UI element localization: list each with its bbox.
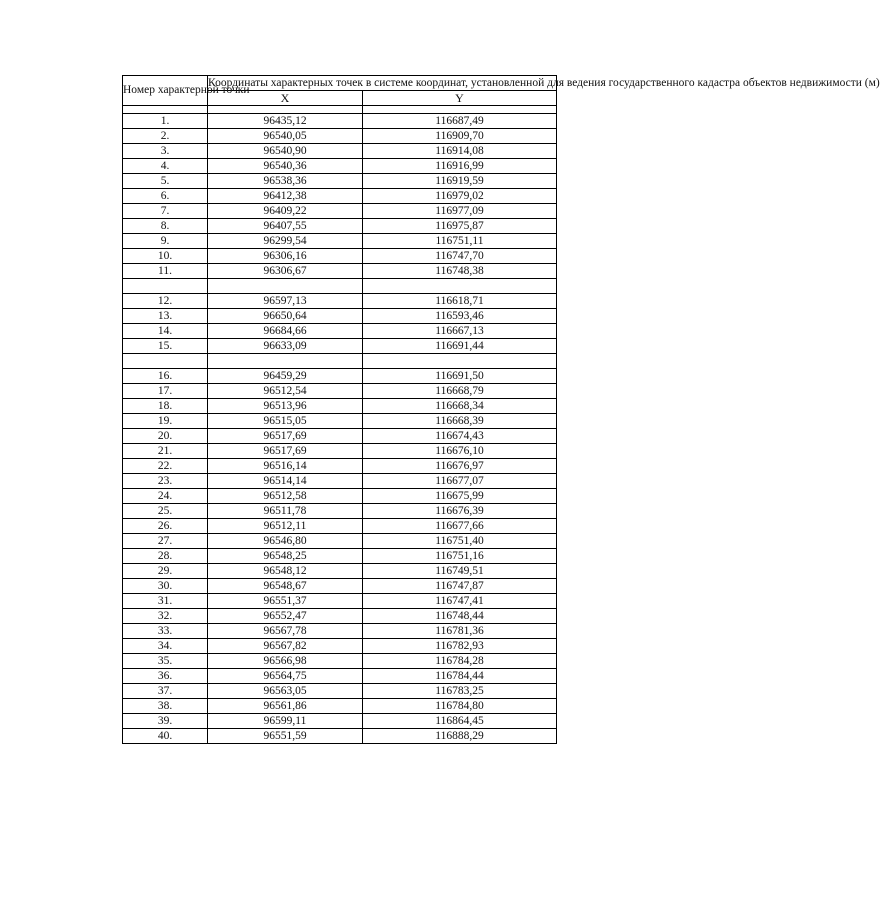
x-coordinate-cell: 96548,25 — [208, 549, 363, 564]
y-coordinate-cell: 116784,44 — [363, 669, 557, 684]
point-number-cell: 25. — [123, 504, 208, 519]
x-coordinate-cell: 96567,78 — [208, 624, 363, 639]
table-row — [123, 474, 557, 489]
x-coordinate-cell: 96566,98 — [208, 654, 363, 669]
y-coordinate-cell: 116676,97 — [363, 459, 557, 474]
x-coordinate-cell: 96299,54 — [208, 234, 363, 249]
y-coordinate-cell: 116749,51 — [363, 564, 557, 579]
point-number-cell: 13. — [123, 309, 208, 324]
table-row — [123, 669, 557, 684]
table-row — [123, 174, 557, 189]
y-coordinate-cell: 116668,34 — [363, 399, 557, 414]
point-number-cell: 11. — [123, 264, 208, 279]
y-coordinate-cell: 116747,87 — [363, 579, 557, 594]
y-coordinate-cell: 116888,29 — [363, 729, 557, 744]
point-number-cell: 33. — [123, 624, 208, 639]
y-coordinate-cell: 116687,49 — [363, 114, 557, 129]
point-number-cell: 3. — [123, 144, 208, 159]
x-coordinate-cell: 96551,59 — [208, 729, 363, 744]
x-coordinate-cell: 96512,11 — [208, 519, 363, 534]
table-row — [123, 519, 557, 534]
point-number-cell: 5. — [123, 174, 208, 189]
x-coordinate-cell: 96633,09 — [208, 339, 363, 354]
table-header — [123, 76, 880, 106]
y-coordinate-cell: 116668,79 — [363, 384, 557, 399]
x-coordinate-cell: 96412,38 — [208, 189, 363, 204]
table-row — [123, 129, 557, 144]
table-row — [123, 324, 557, 339]
table-row — [123, 534, 557, 549]
header-x: X — [208, 91, 363, 106]
y-coordinate-cell: 116864,45 — [363, 714, 557, 729]
y-coordinate-cell: 116979,02 — [363, 189, 557, 204]
table-row — [123, 384, 557, 399]
point-number-cell: 37. — [123, 684, 208, 699]
point-number-cell: 18. — [123, 399, 208, 414]
y-coordinate-cell: 116751,11 — [363, 234, 557, 249]
table-row — [123, 684, 557, 699]
x-coordinate-cell: 96409,22 — [208, 204, 363, 219]
point-number-cell: 8. — [123, 219, 208, 234]
point-number-cell: 10. — [123, 249, 208, 264]
table-row — [123, 189, 557, 204]
x-coordinate-cell: 96511,78 — [208, 504, 363, 519]
table-row — [123, 549, 557, 564]
point-number-cell: 40. — [123, 729, 208, 744]
point-number-cell: 4. — [123, 159, 208, 174]
y-coordinate-cell: 116677,66 — [363, 519, 557, 534]
y-coordinate-cell: 116747,70 — [363, 249, 557, 264]
table-row — [123, 594, 557, 609]
point-number-cell: 28. — [123, 549, 208, 564]
table-row — [123, 444, 557, 459]
point-number-cell: 36. — [123, 669, 208, 684]
y-coordinate-cell: 116782,93 — [363, 639, 557, 654]
table-row — [123, 294, 557, 309]
point-number-cell: 26. — [123, 519, 208, 534]
table-row — [123, 564, 557, 579]
y-coordinate-cell: 116914,08 — [363, 144, 557, 159]
x-coordinate-cell: 96561,86 — [208, 699, 363, 714]
group-separator-row — [123, 354, 557, 369]
x-coordinate-cell: 96306,67 — [208, 264, 363, 279]
table-row — [123, 219, 557, 234]
x-coordinate-cell: 96514,14 — [208, 474, 363, 489]
table-row — [123, 204, 557, 219]
y-coordinate-cell: 116593,46 — [363, 309, 557, 324]
point-number-cell: 12. — [123, 294, 208, 309]
y-coordinate-cell: 116747,41 — [363, 594, 557, 609]
x-coordinate-cell: 96563,05 — [208, 684, 363, 699]
x-coordinate-cell: 96538,36 — [208, 174, 363, 189]
x-coordinate-cell: 96684,66 — [208, 324, 363, 339]
x-coordinate-cell: 96650,64 — [208, 309, 363, 324]
x-coordinate-cell: 96564,75 — [208, 669, 363, 684]
y-coordinate-cell: 116784,80 — [363, 699, 557, 714]
table-row — [123, 504, 557, 519]
y-coordinate-cell: 116668,39 — [363, 414, 557, 429]
table-row — [123, 234, 557, 249]
header-point-number: Номер характерной точки — [123, 76, 208, 106]
x-coordinate-cell: 96516,14 — [208, 459, 363, 474]
table-row — [123, 309, 557, 324]
x-coordinate-cell: 96512,54 — [208, 384, 363, 399]
table-row — [123, 639, 557, 654]
x-coordinate-cell: 96540,05 — [208, 129, 363, 144]
table-body — [123, 106, 557, 744]
x-coordinate-cell: 96552,47 — [208, 609, 363, 624]
group-separator-row — [123, 279, 557, 294]
table-row — [123, 489, 557, 504]
table-row — [123, 699, 557, 714]
x-coordinate-cell: 96546,80 — [208, 534, 363, 549]
separator-cell — [123, 354, 208, 369]
table-row — [123, 714, 557, 729]
separator-cell — [123, 279, 208, 294]
y-coordinate-cell: 116667,13 — [363, 324, 557, 339]
table-row — [123, 624, 557, 639]
table-row — [123, 414, 557, 429]
table-row — [123, 144, 557, 159]
y-coordinate-cell: 116783,25 — [363, 684, 557, 699]
point-number-cell: 30. — [123, 579, 208, 594]
point-number-cell: 32. — [123, 609, 208, 624]
x-coordinate-cell: 96548,12 — [208, 564, 363, 579]
separator-cell — [363, 279, 557, 294]
header-coordinate-system: Координаты характерных точек в системе координат, установленной для ведения государственного кадастра объектов недвижимости (м) — [208, 76, 880, 89]
y-coordinate-cell: 116748,38 — [363, 264, 557, 279]
y-coordinate-cell: 116691,44 — [363, 339, 557, 354]
y-coordinate-cell: 116675,99 — [363, 489, 557, 504]
y-coordinate-cell: 116919,59 — [363, 174, 557, 189]
y-coordinate-cell: 116916,99 — [363, 159, 557, 174]
point-number-cell: 14. — [123, 324, 208, 339]
point-number-cell: 16. — [123, 369, 208, 384]
point-number-cell: 2. — [123, 129, 208, 144]
table-row — [123, 729, 557, 744]
point-number-cell: 38. — [123, 699, 208, 714]
spacer-cell — [208, 106, 363, 114]
x-coordinate-cell: 96517,69 — [208, 444, 363, 459]
x-coordinate-cell: 96540,90 — [208, 144, 363, 159]
x-coordinate-cell: 96435,12 — [208, 114, 363, 129]
point-number-cell: 35. — [123, 654, 208, 669]
point-number-cell: 15. — [123, 339, 208, 354]
x-coordinate-cell: 96513,96 — [208, 399, 363, 414]
x-coordinate-cell: 96517,69 — [208, 429, 363, 444]
point-number-cell: 20. — [123, 429, 208, 444]
table-row — [123, 654, 557, 669]
x-coordinate-cell: 96459,29 — [208, 369, 363, 384]
point-number-cell: 1. — [123, 114, 208, 129]
table-row — [123, 249, 557, 264]
coordinates-table — [122, 75, 880, 744]
point-number-cell: 34. — [123, 639, 208, 654]
point-number-cell: 19. — [123, 414, 208, 429]
x-coordinate-cell: 96407,55 — [208, 219, 363, 234]
point-number-cell: 7. — [123, 204, 208, 219]
y-coordinate-cell: 116751,16 — [363, 549, 557, 564]
y-coordinate-cell: 116975,87 — [363, 219, 557, 234]
y-coordinate-cell: 116618,71 — [363, 294, 557, 309]
point-number-cell: 6. — [123, 189, 208, 204]
table-row — [123, 579, 557, 594]
separator-cell — [208, 279, 363, 294]
x-coordinate-cell: 96567,82 — [208, 639, 363, 654]
point-number-cell: 39. — [123, 714, 208, 729]
point-number-cell: 9. — [123, 234, 208, 249]
table-row — [123, 369, 557, 384]
table-row — [123, 429, 557, 444]
x-coordinate-cell: 96540,36 — [208, 159, 363, 174]
y-coordinate-cell: 116781,36 — [363, 624, 557, 639]
y-coordinate-cell: 116751,40 — [363, 534, 557, 549]
point-number-cell: 24. — [123, 489, 208, 504]
header-y: Y — [363, 91, 557, 106]
x-coordinate-cell: 96599,11 — [208, 714, 363, 729]
table-row — [123, 159, 557, 174]
x-coordinate-cell: 96597,13 — [208, 294, 363, 309]
x-coordinate-cell: 96515,05 — [208, 414, 363, 429]
x-coordinate-cell: 96548,67 — [208, 579, 363, 594]
point-number-cell: 23. — [123, 474, 208, 489]
point-number-cell: 27. — [123, 534, 208, 549]
y-coordinate-cell: 116674,43 — [363, 429, 557, 444]
spacer-cell — [363, 106, 557, 114]
y-coordinate-cell: 116909,70 — [363, 129, 557, 144]
table-row — [123, 114, 557, 129]
point-number-cell: 21. — [123, 444, 208, 459]
y-coordinate-cell: 116676,39 — [363, 504, 557, 519]
table-row — [123, 609, 557, 624]
x-coordinate-cell: 96551,37 — [208, 594, 363, 609]
separator-cell — [208, 354, 363, 369]
y-coordinate-cell: 116677,07 — [363, 474, 557, 489]
table-row — [123, 459, 557, 474]
y-coordinate-cell: 116691,50 — [363, 369, 557, 384]
y-coordinate-cell: 116977,09 — [363, 204, 557, 219]
x-coordinate-cell: 96306,16 — [208, 249, 363, 264]
table-row — [123, 264, 557, 279]
table-row — [123, 339, 557, 354]
point-number-cell: 31. — [123, 594, 208, 609]
y-coordinate-cell: 116784,28 — [363, 654, 557, 669]
x-coordinate-cell: 96512,58 — [208, 489, 363, 504]
separator-cell — [363, 354, 557, 369]
spacer-row — [123, 106, 557, 114]
y-coordinate-cell: 116748,44 — [363, 609, 557, 624]
spacer-cell — [123, 106, 208, 114]
point-number-cell: 22. — [123, 459, 208, 474]
point-number-cell: 29. — [123, 564, 208, 579]
y-coordinate-cell: 116676,10 — [363, 444, 557, 459]
table-row — [123, 399, 557, 414]
point-number-cell: 17. — [123, 384, 208, 399]
